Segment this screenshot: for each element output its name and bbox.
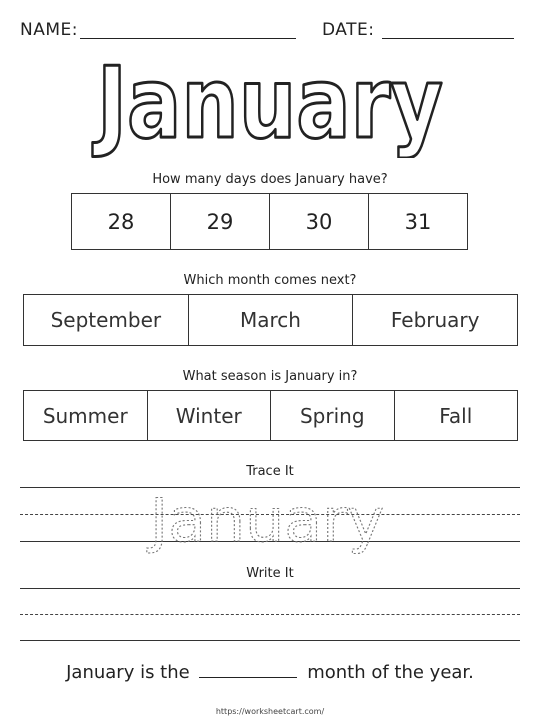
month-options xyxy=(23,294,518,346)
trace-word-svg[interactable] xyxy=(0,480,540,560)
sentence-end: month of the year. xyxy=(307,662,474,683)
option-september[interactable]: September xyxy=(50,308,162,332)
question-next-month: Which month comes next? xyxy=(183,273,357,288)
write-base-line[interactable] xyxy=(20,640,520,641)
question-season: What season is January in? xyxy=(182,369,358,384)
question-days: How many days does January have? xyxy=(152,172,388,187)
sentence-start: January is the xyxy=(66,662,190,683)
option-30[interactable]: 30 xyxy=(269,194,368,249)
option-february[interactable]: February xyxy=(352,295,517,345)
fill-in-sentence xyxy=(0,662,540,683)
option-march[interactable]: March xyxy=(188,295,353,345)
option-31[interactable]: 31 xyxy=(368,194,467,249)
date-label: DATE: xyxy=(322,20,375,40)
sentence-blank[interactable] xyxy=(199,677,297,678)
option-summer[interactable]: Summer xyxy=(42,403,128,428)
option-winter[interactable]: Winter xyxy=(147,391,271,440)
option-fall[interactable]: Fall xyxy=(394,391,518,440)
month-title: January xyxy=(92,47,443,158)
days-options xyxy=(71,193,468,250)
option-29[interactable]: 29 xyxy=(170,194,269,249)
footer-url[interactable]: https://worksheetcart.com/ xyxy=(215,707,325,716)
write-label: Write It xyxy=(246,566,294,581)
season-options xyxy=(23,390,518,441)
title-outline xyxy=(0,38,540,158)
trace-word: January xyxy=(145,486,384,556)
write-top-line[interactable] xyxy=(20,588,520,589)
option-28[interactable]: 28 xyxy=(107,209,135,234)
trace-label: Trace It xyxy=(246,464,294,479)
write-mid-line[interactable] xyxy=(20,614,520,615)
option-spring[interactable]: Spring xyxy=(270,391,394,440)
name-label: NAME: xyxy=(20,20,78,40)
